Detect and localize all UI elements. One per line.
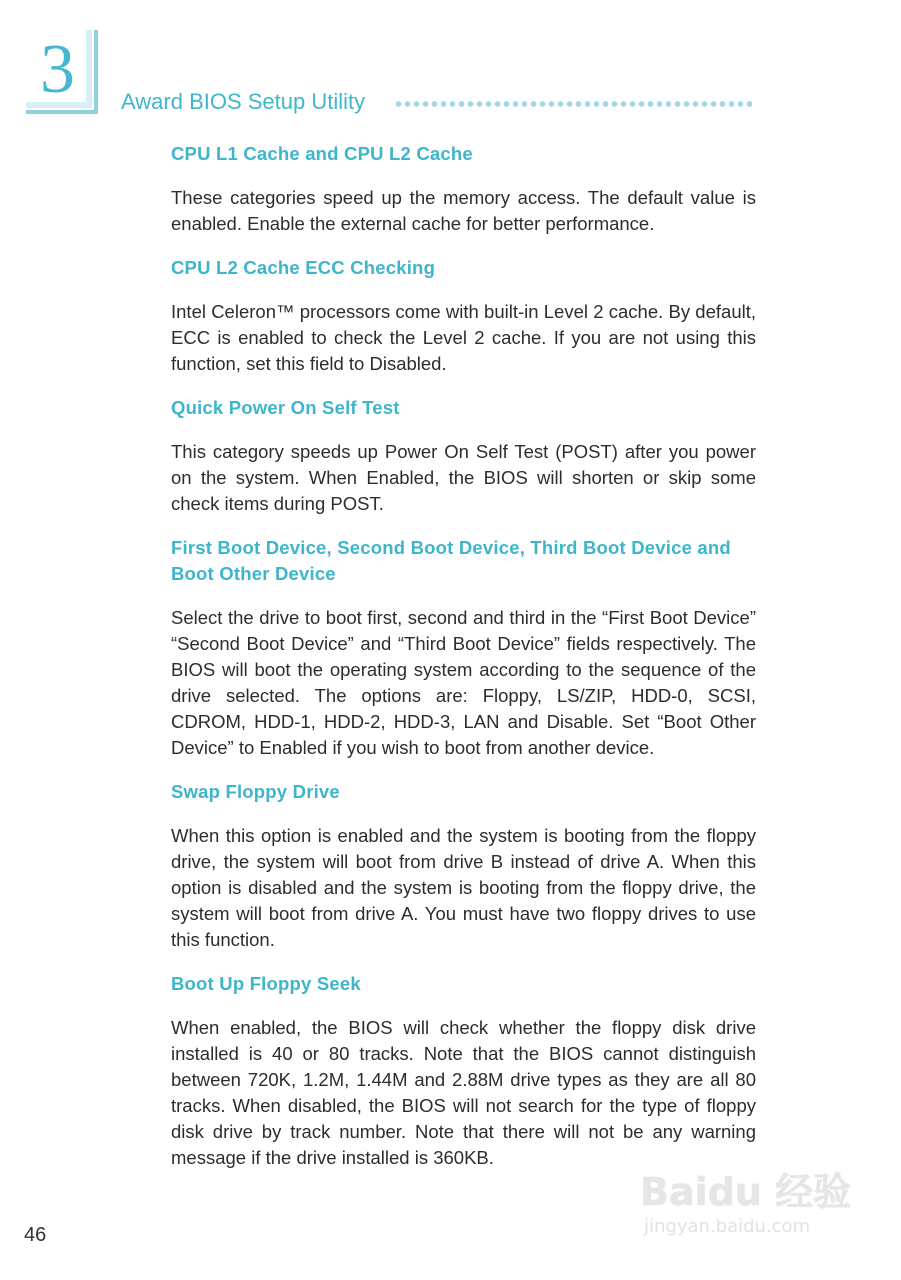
- section-heading: Quick Power On Self Test: [171, 397, 400, 418]
- section-body: These categories speed up the memory access. The default value is enabled. Enable the external cache for better performance.: [171, 187, 756, 234]
- watermark-url: jingyan.baidu.com: [644, 1216, 811, 1237]
- chapter-marker-border: [94, 30, 98, 114]
- chapter-marker: [26, 30, 98, 114]
- chapter-number: 3: [40, 31, 75, 108]
- section-heading: CPU L1 Cache and CPU L2 Cache: [171, 143, 473, 164]
- section-body: This category speeds up Power On Self Test (POST) after you power on the system. When Enabled, the BIOS will shorten or skip some check items during POST.: [171, 441, 756, 514]
- chapter-marker-border: [26, 110, 98, 114]
- section-body: When this option is enabled and the system is booting from the floppy drive, the system will boot from drive B instead of drive A. When this option is disabled and the system is booting from the floppy drive, the system will boot from drive A. You must have two floppy drives to use this function.: [171, 825, 756, 950]
- chapter-title: Award BIOS Setup Utility: [121, 89, 366, 114]
- baidu-watermark: [640, 1150, 860, 1250]
- section-heading: First Boot Device, Second Boot Device, Third Boot Device and Boot Other Device: [171, 537, 731, 584]
- section-body: When enabled, the BIOS will check whether the floppy disk drive installed is 40 or 80 tracks. Note that the BIOS cannot distinguish between 720K, 1.2M, 1.44M and 2.88M drive types as they are all 80 tracks. When disabled, the BIOS will not search for the type of floppy disk drive by track number. Note that there will not be any warning message if the drive installed is 360KB.: [171, 1017, 756, 1168]
- page-number: 46: [24, 1224, 47, 1246]
- section-heading: Swap Floppy Drive: [171, 781, 340, 802]
- watermark-logo: Baidu 经验: [640, 1170, 852, 1214]
- title-dotted-rule: [394, 99, 756, 109]
- page-content: [171, 141, 756, 1189]
- section-body: Intel Celeron™ processors come with built-in Level 2 cache. By default, ECC is enabled to check the Level 2 cache. If you are not using this function, set this field to Disabled.: [171, 301, 756, 374]
- chapter-marker-shade: [86, 30, 92, 106]
- section-body: Select the drive to boot first, second and third in the “First Boot Device” “Second Boot Device” and “Third Boot Device” fields respectively. The BIOS will boot the operating system according to the sequence of the drive selected. The options are: Floppy, LS/ZIP, HDD-0, SCSI, CDROM, HDD-1, HDD-2, HDD-3, LAN and Disable. Set “Boot Other Device” to Enabled if you wish to boot from another device.: [171, 607, 756, 758]
- section-heading: CPU L2 Cache ECC Checking: [171, 257, 436, 278]
- section-heading: Boot Up Floppy Seek: [171, 973, 361, 994]
